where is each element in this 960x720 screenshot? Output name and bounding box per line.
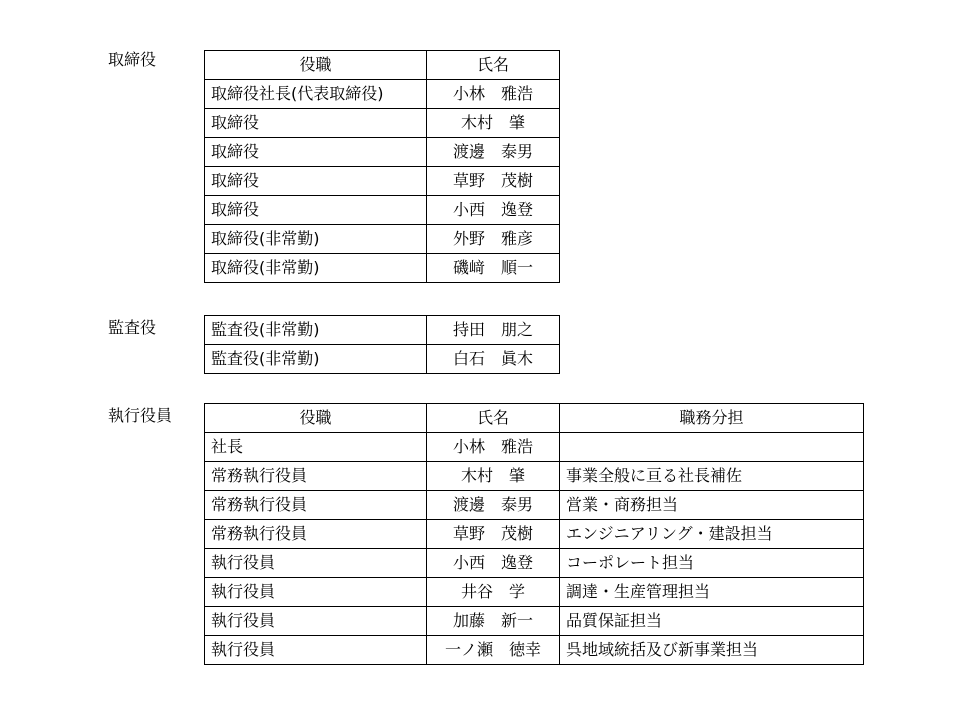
- cell-name: 持田 朋之: [427, 316, 560, 345]
- cell-duty: 事業全般に亘る社長補佐: [560, 462, 864, 491]
- table-row: [205, 549, 864, 578]
- cell-name: 草野 茂樹: [427, 520, 560, 549]
- table-row: [205, 578, 864, 607]
- cell-name: 小林 雅浩: [427, 433, 560, 462]
- cell-duty: [560, 433, 864, 462]
- cell-title: 取締役: [205, 109, 427, 138]
- table-row: [205, 316, 560, 345]
- cell-title: 常務執行役員: [205, 462, 427, 491]
- cell-title: 取締役: [205, 167, 427, 196]
- cell-name: 木村 肇: [427, 462, 560, 491]
- table-row: [205, 167, 560, 196]
- directors-section-label: 取締役: [108, 50, 157, 69]
- cell-name: 磯﨑 順一: [427, 254, 560, 283]
- cell-title: 取締役: [205, 196, 427, 225]
- cell-title: 取締役(非常勤): [205, 225, 427, 254]
- table-row: [205, 225, 560, 254]
- table-row: [205, 491, 864, 520]
- cell-duty: 調達・生産管理担当: [560, 578, 864, 607]
- cell-name: 井谷 学: [427, 578, 560, 607]
- cell-name: 小西 逸登: [427, 196, 560, 225]
- table-header-row: [205, 404, 864, 433]
- cell-title: 監査役(非常勤): [205, 316, 427, 345]
- cell-title: 常務執行役員: [205, 491, 427, 520]
- cell-title: 常務執行役員: [205, 520, 427, 549]
- cell-name: 加藤 新一: [427, 607, 560, 636]
- auditors-section-label: 監査役: [108, 318, 157, 337]
- cell-title: 社長: [205, 433, 427, 462]
- cell-title: 執行役員: [205, 636, 427, 665]
- officers-section-label: 執行役員: [108, 406, 173, 425]
- table-row: [205, 254, 560, 283]
- cell-title: 取締役(非常勤): [205, 254, 427, 283]
- table-row: [205, 520, 864, 549]
- cell-duty: エンジニアリング・建設担当: [560, 520, 864, 549]
- column-header-name: 氏名: [427, 51, 560, 80]
- cell-name: 渡邊 泰男: [427, 491, 560, 520]
- auditors-table: [204, 315, 560, 374]
- cell-title: 監査役(非常勤): [205, 345, 427, 374]
- table-row: [205, 433, 864, 462]
- table-row: [205, 636, 864, 665]
- cell-duty: 品質保証担当: [560, 607, 864, 636]
- cell-name: 外野 雅彦: [427, 225, 560, 254]
- column-header-title: 役職: [205, 404, 427, 433]
- table-row: [205, 109, 560, 138]
- cell-duty: 営業・商務担当: [560, 491, 864, 520]
- officers-table: [204, 403, 864, 665]
- table-row: [205, 80, 560, 109]
- cell-name: 小西 逸登: [427, 549, 560, 578]
- cell-title: 執行役員: [205, 607, 427, 636]
- table-header-row: [205, 51, 560, 80]
- table-row: [205, 607, 864, 636]
- column-header-title: 役職: [205, 51, 427, 80]
- cell-name: 木村 肇: [427, 109, 560, 138]
- table-row: [205, 345, 560, 374]
- cell-name: 小林 雅浩: [427, 80, 560, 109]
- cell-title: 執行役員: [205, 549, 427, 578]
- table-row: [205, 196, 560, 225]
- cell-duty: 呉地域統括及び新事業担当: [560, 636, 864, 665]
- cell-title: 取締役: [205, 138, 427, 167]
- cell-name: 白石 眞木: [427, 345, 560, 374]
- cell-name: 渡邊 泰男: [427, 138, 560, 167]
- column-header-name: 氏名: [427, 404, 560, 433]
- cell-name: 草野 茂樹: [427, 167, 560, 196]
- cell-title: 取締役社長(代表取締役): [205, 80, 427, 109]
- column-header-duty: 職務分担: [560, 404, 864, 433]
- directors-table: [204, 50, 560, 283]
- table-row: [205, 138, 560, 167]
- table-row: [205, 462, 864, 491]
- cell-name: 一ノ瀬 徳幸: [427, 636, 560, 665]
- cell-title: 執行役員: [205, 578, 427, 607]
- cell-duty: コーポレート担当: [560, 549, 864, 578]
